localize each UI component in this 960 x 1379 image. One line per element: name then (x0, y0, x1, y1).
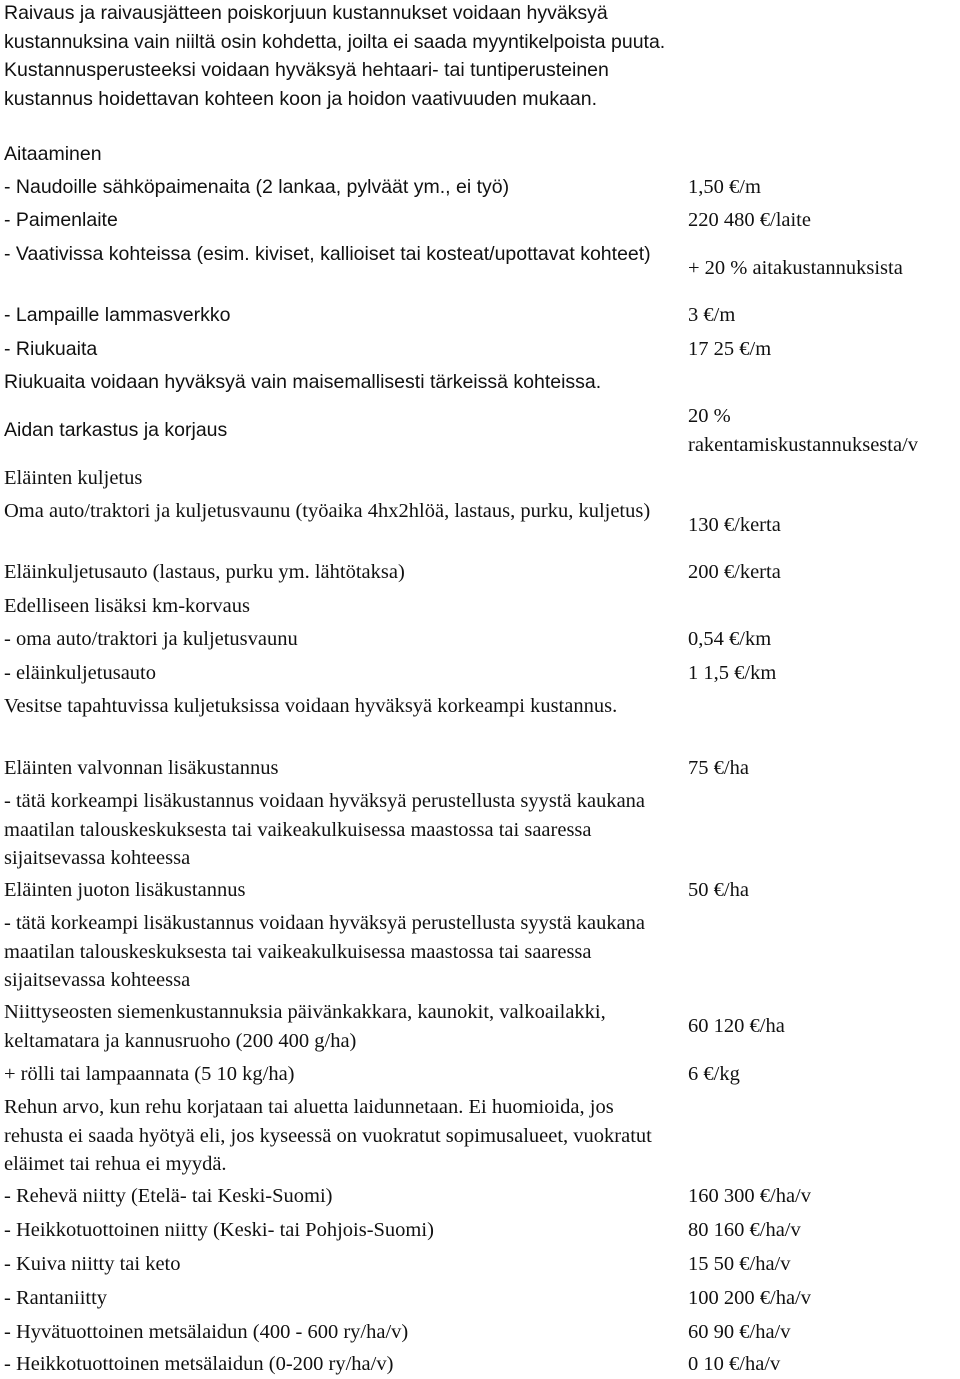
row-label-rolli: + rölli tai lampaannata (5 10 kg/ha) (4, 1063, 295, 1085)
row-value-watering: 50 €/ha (688, 879, 749, 901)
row-value-rail-fence: 17 25 €/m (688, 338, 772, 360)
row-value-demanding-sites: + 20 % aitakustannuksista (688, 257, 903, 279)
note-watering: - tätä korkeampi lisäkustannus voidaan hyväksyä perustellusta syystä kaukana maatilan talouskeskuksesta tai vaikeakulkuisessa maastossa tai saaressa sijaitsevassa kohteessa (4, 912, 646, 991)
row-label-electric-fence: - Naudoille sähköpaimenaita (2 lankaa, pylväät ym., ei työ) (4, 176, 510, 198)
row-label-energizer: - Paimenlaite (4, 209, 118, 231)
row-value-supervision: 75 €/ha (688, 757, 749, 779)
row-label-rail-fence: - Riukuaita (4, 338, 98, 360)
row-label-shore-meadow: - Rantaniitty (4, 1287, 108, 1309)
row-value-km-animal-truck: 1 1,5 €/km (688, 662, 777, 684)
row-value-high-yield-forest-pasture: 60 90 €/ha/v (688, 1321, 791, 1343)
row-label-km-animal-truck: - eläinkuljetusauto (4, 662, 156, 684)
row-value-low-yield-meadow: 80 160 €/ha/v (688, 1219, 801, 1241)
row-label-sheep-net: - Lampaille lammasverkko (4, 304, 231, 326)
row-value-shore-meadow: 100 200 €/ha/v (688, 1287, 811, 1309)
row-label-low-yield-meadow: - Heikkotuottoinen niitty (Keski- tai Pohjois-Suomi) (4, 1219, 434, 1241)
row-value-sheep-net: 3 €/m (688, 304, 736, 326)
row-value-rolli: 6 €/kg (688, 1063, 740, 1085)
row-label-dry-meadow: - Kuiva niitty tai keto (4, 1253, 181, 1275)
row-label-high-yield-forest-pasture: - Hyvätuottoinen metsälaidun (400 - 600 ry/ha/v) (4, 1321, 409, 1343)
row-value-lush-meadow: 160 300 €/ha/v (688, 1185, 811, 1207)
section-heading-transport: Eläinten kuljetus (4, 467, 143, 489)
note-feed-value: Rehun arvo, kun rehu korjataan tai aluetta laidunnetaan. Ei huomioida, jos rehusta ei saada hyötyä eli, jos kyseessä on vuokratut sopimusalueet, vuokratut eläimet tai rehua ei myydä. (4, 1096, 652, 1175)
row-label-low-yield-forest-pasture: - Heikkotuottoinen metsälaidun (0-200 ry/ha/v) (4, 1353, 394, 1375)
note-supervision: - tätä korkeampi lisäkustannus voidaan hyväksyä perustellusta syystä kaukana maatilan talouskeskuksesta tai vaikeakulkuisessa maastossa tai saaressa sijaitsevassa kohteessa (4, 790, 646, 869)
row-value-own-vehicle: 130 €/kerta (688, 514, 781, 536)
row-value-dry-meadow: 15 50 €/ha/v (688, 1253, 791, 1275)
row-value-animal-truck: 200 €/kerta (688, 561, 781, 583)
row-label-demanding-sites: - Vaativissa kohteissa (esim. kiviset, kallioiset tai kosteat/upottavat kohteet) (4, 243, 651, 265)
row-label-meadow-seed: Niittyseosten siemenkustannuksia päivänkakkara, kaunokit, valkoailakki, keltamatara ja kannusruoho (200 400 g/ha) (4, 1001, 606, 1052)
row-label-animal-truck: Eläinkuljetusauto (lastaus, purku ym. lähtötaksa) (4, 561, 405, 583)
row-label-lush-meadow: - Rehevä niitty (Etelä- tai Keski-Suomi) (4, 1185, 333, 1207)
row-value-km-own-vehicle: 0,54 €/km (688, 628, 772, 650)
row-label-watering: Eläinten juoton lisäkustannus (4, 879, 246, 901)
row-value-meadow-seed: 60 120 €/ha (688, 1015, 785, 1037)
row-value-low-yield-forest-pasture: 0 10 €/ha/v (688, 1353, 781, 1375)
row-value-fence-inspection: 20 % rakentamiskustannuksesta/v (688, 405, 919, 456)
row-label-km-own-vehicle: - oma auto/traktori ja kuljetusvaunu (4, 628, 298, 650)
row-label-supervision: Eläinten valvonnan lisäkustannus (4, 757, 279, 779)
note-water-transport: Vesitse tapahtuvissa kuljetuksissa voidaan hyväksyä korkeampi kustannus. (4, 695, 618, 717)
row-label-km-compensation: Edelliseen lisäksi km-korvaus (4, 595, 250, 617)
intro-paragraph: Raivaus ja raivausjätteen poiskorjuun kustannukset voidaan hyväksyä kustannuksina vain niiltä osin kohdetta, joilta ei saada myyntikelpoista puuta. Kustannusperusteeksi voidaan hyväksyä hehtaari- tai tuntiperusteinen kustannus hoidettavan kohteen koon ja hoidon vaativuuden mukaan. (4, 2, 666, 110)
row-label-fence-inspection: Aidan tarkastus ja korjaus (4, 419, 228, 441)
section-heading-fencing: Aitaaminen (4, 143, 102, 165)
row-value-electric-fence: 1,50 €/m (688, 176, 761, 198)
row-value-energizer: 220 480 €/laite (688, 209, 811, 231)
row-label-own-vehicle: Oma auto/traktori ja kuljetusvaunu (työaika 4hx2hlöä, lastaus, purku, kuljetus) (4, 500, 651, 522)
note-rail-fence: Riukuaita voidaan hyväksyä vain maisemallisesti tärkeissä kohteissa. (4, 371, 602, 393)
